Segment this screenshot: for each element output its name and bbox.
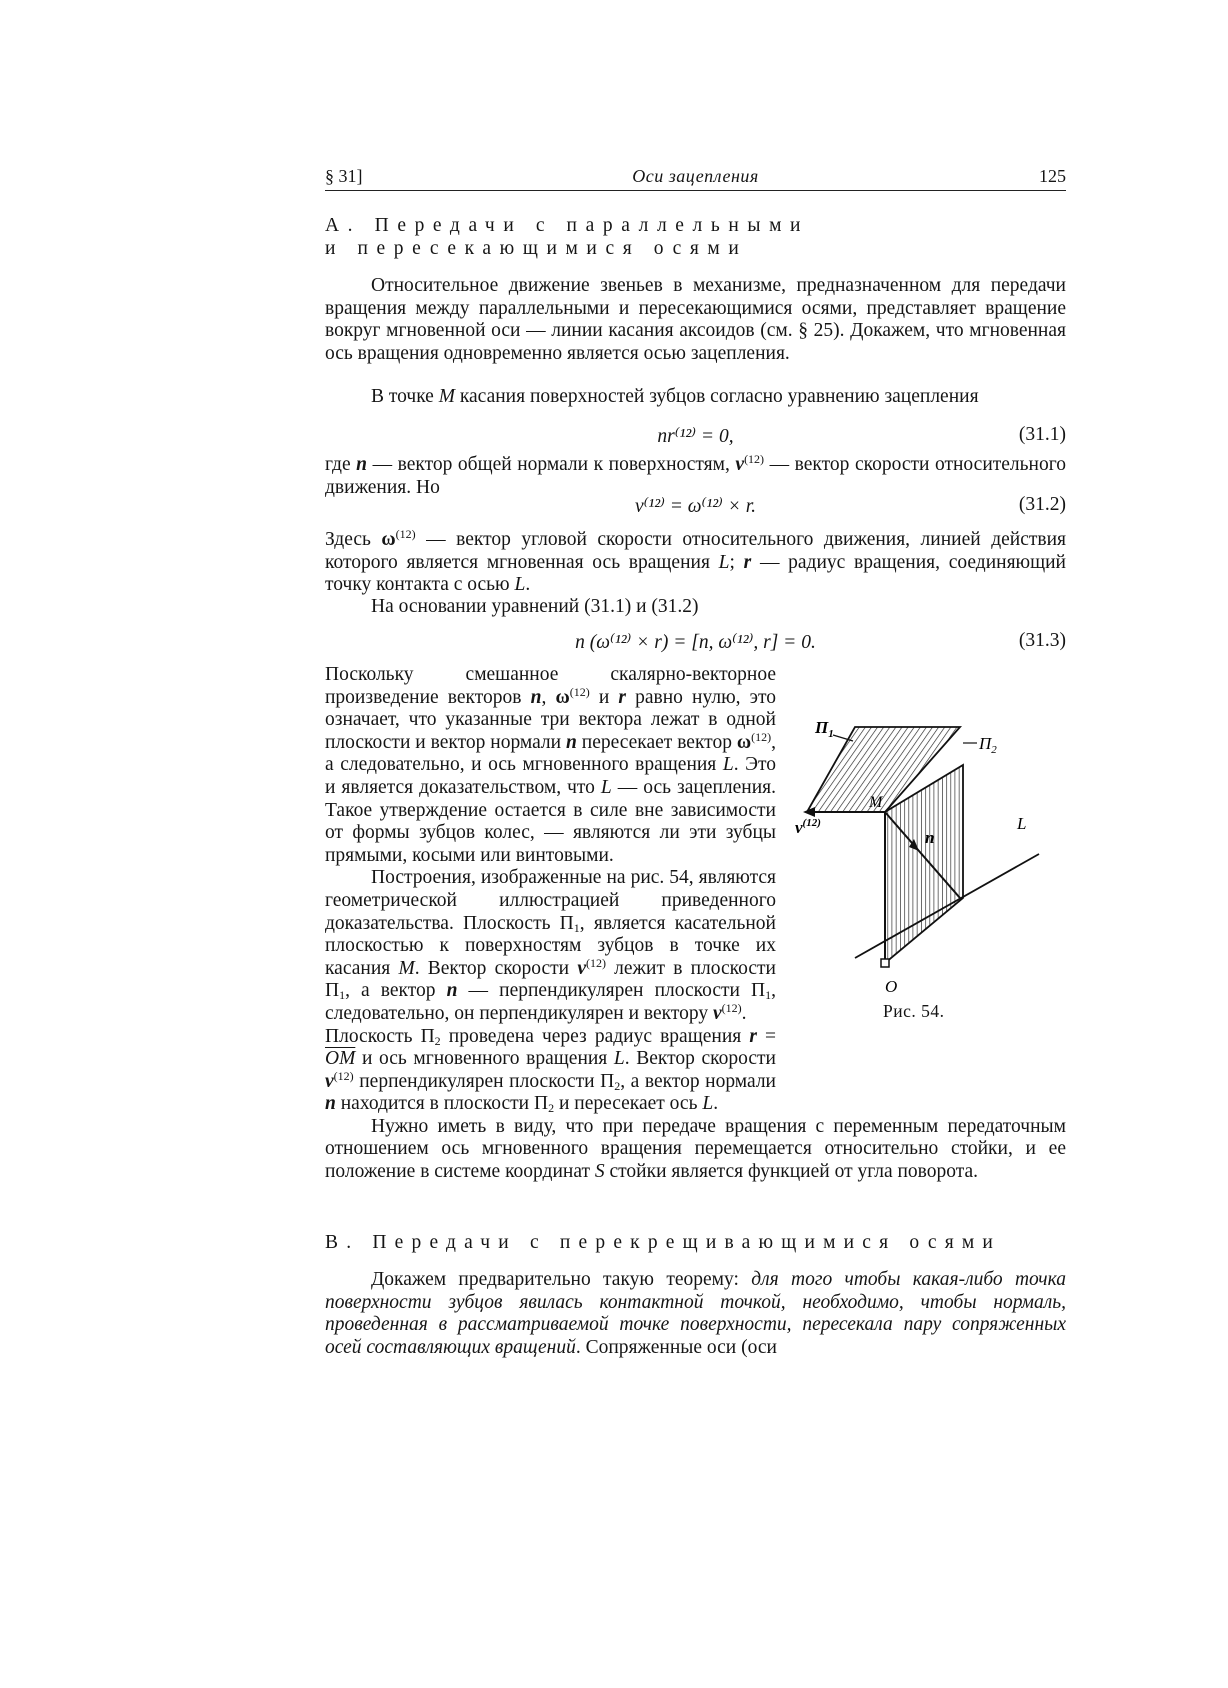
paragraph-10: Докажем предварительно такую теорему: для того чтобы какая-либо точка поверхности зубцов явилась контактной точкой, необходимо, чтобы нормаль, проведенная в рассматриваемой точке поверхности, пересекала пару сопряженных осей составляющих вращений. Сопряженные оси (оси: [325, 1269, 1066, 1358]
paragraph-2: В точке M касания поверхностей зубцов согласно уравнению зацепления: [371, 386, 979, 407]
equation-31-1: [325, 424, 1066, 448]
figure-54: [795, 705, 1065, 1021]
equation-number: (31.3): [1018, 630, 1066, 651]
section-a-line1: А. Передачи с параллельными: [325, 215, 810, 236]
label-l: L: [1017, 814, 1027, 833]
label-n: n: [925, 828, 935, 847]
point-o: [881, 959, 889, 967]
equation-number: (31.2): [1018, 494, 1066, 515]
label-m: M: [869, 794, 883, 811]
equation-31-2: [325, 494, 1066, 518]
paragraph-7: Построения, изображенные на рис. 54, являются геометрической иллюстрацией приведенного доказательства. Плоскость $П_1$, является касательной плоскостью к поверхностям зубцов в точке их касания M. Вектор скорости $v^{(12)}$ лежит в плоскости $П_1$, а вектор n — перпендикулярен плоскости $П_1$, следовательно, он перпендикулярен и вектору $v^{(12)}$.: [325, 867, 777, 1024]
paragraph-5: На основании уравнений (31.1) и (31.2): [371, 596, 699, 617]
equation-formula: n (ω⁽¹²⁾ × r) = [n, ω⁽¹²⁾, r] = 0.: [575, 632, 816, 653]
label-v: $v^{(12)}$: [795, 817, 821, 837]
paragraph-4: Здесь $\omega^{(12)}$ — вектор угловой скорости относительного движения, линией действия которого является мгновенная ось вращения L; r — радиус вращения, соединяющий точку контакта с осью L.: [325, 527, 1066, 596]
paragraph-6: Поскольку смешанное скалярно-векторное произведение векторов n, $\omega^{(12)}$ и r равно нулю, это означает, что указанные три вектора лежат в одной плоскости и вектор нормали n пересекает вектор $\omega^{(12)}$, а следовательно, и ось мгновенного вращения L. Это и является доказательством, что L — ось зацепления. Такое утверждение остается в силе вне зависимости от формы зубцов колес, — являются ли эти зубцы прямыми, косыми или винтовыми. Построения, изображенные на рис. 54, являются геометрической иллюстрацией приведенного доказательства. Плоскость $П_1$, является касательной плоскостью к поверхностям зубцов в точке их касания M. Вектор скорости $v^{(12)}$ лежит в плоскости $П_1$, а вектор n — перпендикулярен плоскости $П_1$, следовательно, он перпендикулярен и вектору $v^{(12)}$. Плоскость $П_2$ проведена через радиус вращения $r = \overline{OM}$ и ось мгновенного вращения L. Вектор скорости $v^{(12)}$ перпендикулярен плоскости $П_2$, а вектор нормали n находится в плоскости $П_2$ и пересекает ось L. Нужно иметь в виду, что при передаче вращения с переменным передаточным отношением ось мгновенного вращения перемещается относительно стойки, и ее положение в системе координат S стойки является функцией от угла поворота.: [325, 664, 1066, 1183]
running-header: [325, 166, 1066, 191]
equation-31-3: [325, 630, 1066, 654]
page-number: 125: [1039, 166, 1066, 186]
label-p2: $П_2$: [979, 734, 997, 756]
section-a-heading: [325, 214, 845, 260]
equation-number: (31.1): [1018, 424, 1066, 445]
paragraph-8: Плоскость $П_2$ проведена через радиус вращения $r = \overline{OM}$ и ось мгновенного вращения L. Вектор скорости $v^{(12)}$ перпендикулярен плоскости $П_2$, а вектор нормали n находится в плоскости $П_2$ и пересекает ось L.: [325, 1025, 776, 1116]
equation-formula: nr⁽¹²⁾ = 0,: [657, 426, 734, 447]
paragraph-9: Нужно иметь в виду, что при передаче вращения с переменным передаточным отношением ось мгновенного вращения перемещается относительно стойки, и ее положение в системе координат S стойки является функцией от угла поворота.: [325, 1115, 1066, 1183]
header-section: § 31]: [325, 166, 363, 186]
label-o: O: [885, 977, 898, 996]
equation-formula: v⁽¹²⁾ = ω⁽¹²⁾ × r.: [634, 496, 757, 517]
section-a-line2: и пересекающимися осями: [325, 238, 748, 259]
label-p1: $П_1$: [815, 718, 834, 740]
paragraph-3: где n — вектор общей нормали к поверхностям, $v^{(12)}$ — вектор скорости относительного движения. Но: [325, 452, 1067, 498]
header-title: Оси зацепления: [632, 166, 759, 186]
paragraph-1: Относительное движение звеньев в механизме, предназначенном для передачи вращения между параллельными и пересекающимися осями, представляет вращение вокруг мгновенной оси — линии касания аксоидов (см. § 25). Докажем, что мгновенная ось вращения одновременно является осью зацепления.: [325, 275, 1066, 364]
figure-caption: Рис. 54.: [883, 1001, 945, 1021]
section-b-heading: В. Передачи с перекрещивающимися осями: [325, 1232, 1002, 1253]
